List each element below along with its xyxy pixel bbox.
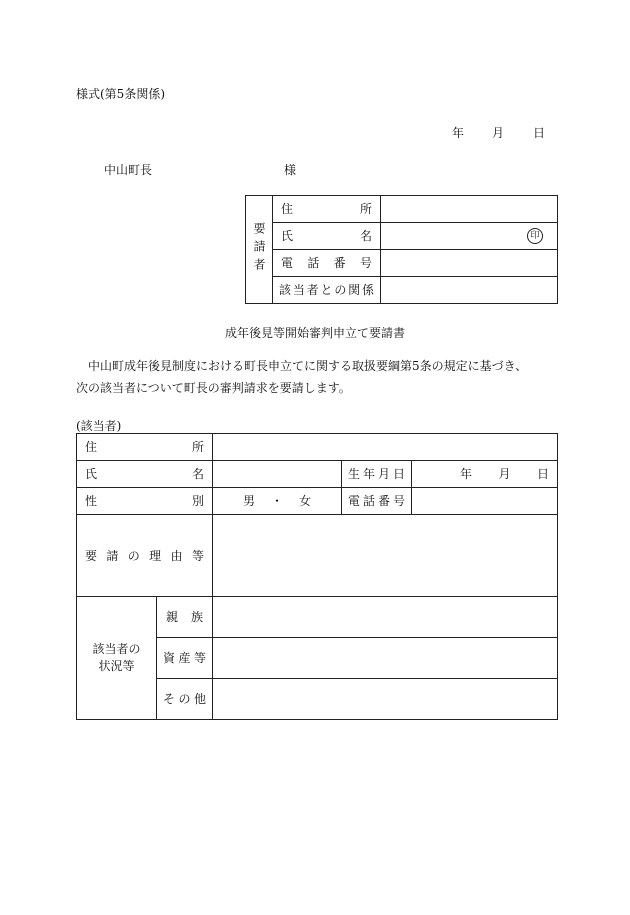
- subject-sex-field[interactable]: [213, 488, 342, 515]
- label-char: と: [320, 283, 333, 297]
- form-number-label: 様式(第5条関係): [76, 87, 165, 101]
- requester-name-field[interactable]: [381, 223, 558, 250]
- label-char: 話: [362, 494, 375, 508]
- label-char: 係: [361, 283, 374, 297]
- reason-field[interactable]: [213, 515, 558, 597]
- label-char: 氏: [85, 467, 98, 481]
- subject-sex-label: [77, 488, 213, 515]
- label-char: 月: [377, 467, 390, 481]
- requester-relation-field[interactable]: [381, 277, 558, 304]
- requester-address-label: [273, 196, 381, 223]
- label-char: 号: [359, 256, 372, 270]
- label-char: 要: [85, 548, 98, 563]
- label-char: 等: [193, 651, 206, 665]
- label-char: 電: [281, 256, 294, 270]
- requester-name-label: [273, 223, 381, 250]
- label-char: 番: [377, 494, 390, 508]
- label-char: 等: [191, 548, 204, 563]
- label-char: 所: [191, 440, 204, 454]
- addressee-honorific: 様: [284, 163, 297, 177]
- label-char: 年: [362, 467, 375, 481]
- label-char: 関: [348, 283, 361, 297]
- label-char: 住: [85, 440, 98, 454]
- status-label-line-1: 該当者の: [92, 642, 141, 657]
- label-char: 資: [163, 651, 176, 665]
- status-other-field[interactable]: [213, 679, 558, 720]
- status-label: [77, 597, 157, 720]
- status-label-line-2: 状況等: [98, 659, 135, 673]
- birth-year-label: 年: [460, 467, 473, 481]
- subject-birth-label: [342, 461, 412, 488]
- addressee-name: 中山町長: [104, 163, 153, 177]
- label-char: 請: [106, 548, 119, 563]
- label-char: の: [334, 283, 347, 297]
- birth-day-label: 日: [537, 467, 550, 481]
- sex-separator: ・: [270, 494, 283, 508]
- requester-phone-label: [273, 250, 381, 277]
- label-char: 産: [178, 651, 191, 665]
- subject-address-label: [77, 434, 213, 461]
- label-char: 族: [190, 610, 203, 624]
- document-title: 成年後見等開始審判申立て要請書: [224, 326, 405, 340]
- subject-table: [76, 433, 558, 720]
- label-char: 生: [348, 467, 361, 481]
- date-month-label: 月: [492, 126, 505, 140]
- label-char: そ: [163, 692, 176, 706]
- label-char: 氏: [281, 229, 294, 243]
- label-char: 住: [281, 202, 294, 216]
- label-char: 日: [392, 467, 405, 481]
- label-char: 他: [193, 692, 206, 706]
- label-char: 名: [359, 229, 372, 243]
- requester-relation-label: [273, 277, 381, 304]
- label-char: の: [178, 692, 191, 706]
- label-char: 電: [348, 494, 361, 508]
- label-char: 該: [279, 283, 292, 297]
- sex-option-female[interactable]: 女: [298, 494, 311, 508]
- requester-address-field[interactable]: [381, 196, 558, 223]
- label-char: 話: [307, 256, 320, 270]
- subject-name-field[interactable]: [213, 461, 342, 488]
- birth-month-label: 月: [498, 467, 511, 481]
- sex-option-male[interactable]: 男: [243, 494, 256, 508]
- requester-table: [245, 195, 558, 304]
- label-char: 親: [166, 610, 179, 624]
- label-char: 者: [306, 283, 319, 297]
- label-char: の: [127, 548, 140, 563]
- subject-name-label: [77, 461, 213, 488]
- subject-phone-field[interactable]: [412, 488, 558, 515]
- status-assets-field[interactable]: [213, 638, 558, 679]
- label-char: 当: [292, 283, 305, 297]
- seal-icon: 印: [527, 228, 543, 244]
- body-text-line-1: 中山町成年後見制度における町長申立てに関する取扱要綱第5条の規定に基づき、: [88, 359, 528, 373]
- label-char: 名: [191, 467, 204, 481]
- label-char: 所: [359, 202, 372, 216]
- label-char: 理: [149, 548, 162, 563]
- subject-address-field[interactable]: [213, 434, 558, 461]
- requester-phone-field[interactable]: [381, 250, 558, 277]
- subject-birth-field[interactable]: [412, 461, 558, 488]
- label-char: 号: [392, 494, 405, 508]
- status-relatives-label: [157, 597, 213, 638]
- status-relatives-field[interactable]: [213, 597, 558, 638]
- label-char: 性: [85, 494, 98, 508]
- subject-caption: (該当者): [76, 419, 122, 433]
- subject-phone-label: [342, 488, 412, 515]
- status-assets-label: [157, 638, 213, 679]
- label-char: 別: [191, 494, 204, 508]
- label-char: 番: [333, 256, 346, 270]
- requester-side-label: 要請者: [246, 196, 273, 304]
- status-other-label: [157, 679, 213, 720]
- body-text-line-2: 次の該当者について町長の審判請求を要請します。: [76, 381, 351, 395]
- date-year-label: 年: [452, 126, 465, 140]
- label-char: 由: [170, 548, 183, 563]
- reason-label: [77, 515, 213, 597]
- date-day-label: 日: [533, 126, 546, 140]
